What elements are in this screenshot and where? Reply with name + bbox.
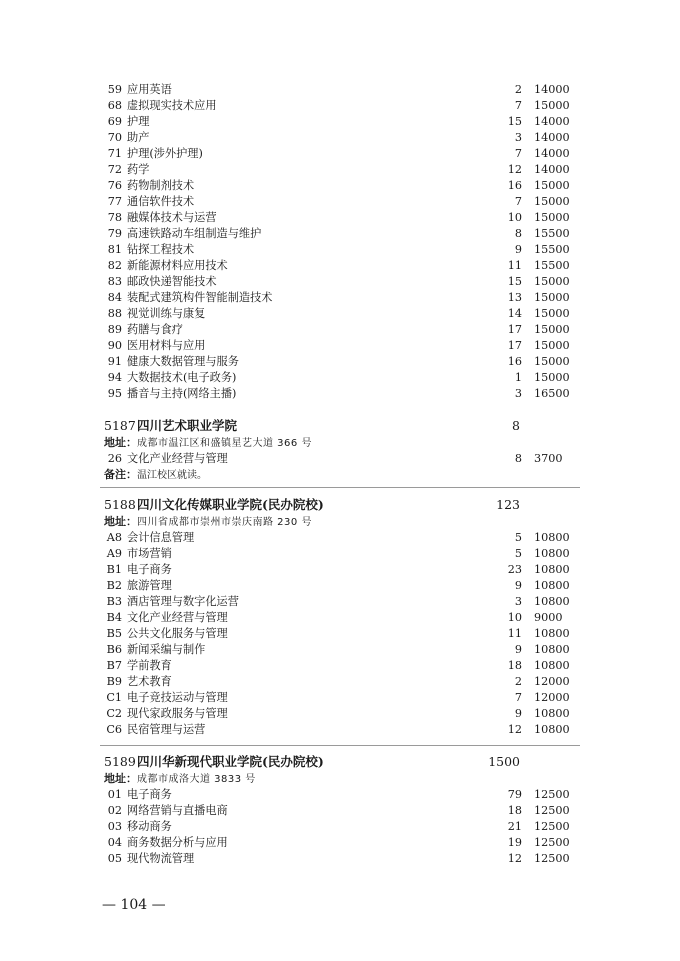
program-name: 助产 [127, 131, 150, 144]
program-row [0, 451, 680, 467]
tuition-fee: 14000 [534, 163, 570, 176]
enrollment-count: 7 [514, 691, 522, 704]
program-name: 电子商务 [127, 563, 172, 576]
program-code: 68 [107, 99, 122, 112]
program-code: 81 [107, 243, 122, 256]
program-row [0, 370, 680, 386]
program-code: B6 [106, 643, 122, 656]
program-row [0, 690, 680, 706]
program-name: 健康大数据管理与服务 [127, 355, 239, 368]
program-name: 邮政快递智能技术 [127, 275, 217, 288]
program-code: 89 [107, 323, 122, 336]
enrollment-count: 5 [514, 531, 522, 544]
enrollment-count: 9 [514, 243, 522, 256]
enrollment-count: 7 [514, 195, 522, 208]
enrollment-count: 12 [507, 852, 522, 865]
enrollment-count: 16 [507, 355, 522, 368]
enrollment-count: 11 [507, 627, 522, 640]
program-row [0, 578, 680, 594]
program-name: 网络营销与直播电商 [127, 804, 228, 817]
program-code: 95 [107, 387, 122, 400]
tuition-fee: 10800 [534, 579, 570, 592]
program-code: 91 [107, 355, 122, 368]
enrollment-count: 3 [514, 131, 522, 144]
program-row [0, 210, 680, 226]
program-row [0, 835, 680, 851]
tuition-fee: 14000 [534, 131, 570, 144]
program-code: C1 [106, 691, 122, 704]
program-code: 84 [107, 291, 122, 304]
school-header-5188 [0, 495, 680, 515]
program-code: 04 [107, 836, 122, 849]
program-name: 旅游管理 [127, 579, 172, 592]
address-text: 成都市成洛大道 3833 号 [137, 774, 256, 785]
school-name: 四川华新现代职业学院(民办院校) [137, 754, 324, 769]
program-row [0, 274, 680, 290]
program-row [0, 787, 680, 803]
enrollment-count: 13 [507, 291, 522, 304]
enrollment-count: 2 [514, 675, 522, 688]
program-name: 移动商务 [127, 820, 172, 833]
program-name: 公共文化服务与管理 [127, 627, 228, 640]
program-name: 药物制剂技术 [127, 179, 195, 192]
program-code: A8 [106, 531, 122, 544]
program-row [0, 290, 680, 306]
enrollment-count: 18 [507, 804, 522, 817]
program-name: 现代物流管理 [127, 852, 195, 865]
program-row [0, 642, 680, 658]
program-row [0, 338, 680, 354]
enrollment-count: 19 [507, 836, 522, 849]
program-name: 视觉训练与康复 [127, 307, 206, 320]
program-code: 71 [107, 147, 122, 160]
school-code: 5187 [104, 418, 136, 433]
program-name: 商务数据分析与应用 [127, 836, 228, 849]
program-row [0, 674, 680, 690]
program-row [0, 386, 680, 402]
program-row [0, 562, 680, 578]
enrollment-count: 14 [507, 307, 522, 320]
tuition-fee: 10800 [534, 595, 570, 608]
program-name: 护理 [127, 115, 150, 128]
enrollment-count: 2 [514, 83, 522, 96]
program-code: B7 [106, 659, 122, 672]
program-name: 新能源材料应用技术 [127, 259, 228, 272]
address-label: 地址： [104, 515, 137, 528]
enrollment-count: 9 [514, 707, 522, 720]
program-row [0, 594, 680, 610]
tuition-fee: 12500 [534, 852, 570, 865]
program-code: B4 [106, 611, 122, 624]
school-header-5189 [0, 752, 680, 772]
tuition-fee: 12500 [534, 804, 570, 817]
section-divider [100, 487, 580, 488]
enrollment-count: 7 [514, 99, 522, 112]
program-code: 03 [107, 820, 122, 833]
program-row [0, 258, 680, 274]
school-name: 四川文化传媒职业学院(民办院校) [137, 497, 324, 512]
program-name: 应用英语 [127, 83, 172, 96]
tuition-fee: 12500 [534, 836, 570, 849]
address-text: 成都市温江区和盛镇星艺大道 366 号 [137, 438, 312, 449]
program-row [0, 114, 680, 130]
school-header-5187 [0, 416, 680, 436]
program-name: 大数据技术(电子政务) [127, 371, 237, 384]
address-text: 四川省成都市崇州市崇庆南路 230 号 [137, 517, 312, 528]
program-row [0, 194, 680, 210]
school-code: 5188 [104, 497, 136, 512]
program-row [0, 851, 680, 867]
school-total: 123 [496, 497, 520, 512]
tuition-fee: 15000 [534, 355, 570, 368]
school-total: 1500 [488, 754, 520, 769]
program-name: 酒店管理与数字化运营 [127, 595, 239, 608]
tuition-fee: 14000 [534, 83, 570, 96]
enrollment-count: 15 [507, 275, 522, 288]
enrollment-count: 1 [514, 371, 522, 384]
program-name: 医用材料与应用 [127, 339, 206, 352]
enrollment-count: 21 [507, 820, 522, 833]
program-code: 82 [107, 259, 122, 272]
program-row [0, 722, 680, 738]
program-name: 融媒体技术与运营 [127, 211, 217, 224]
program-row [0, 803, 680, 819]
program-row [0, 322, 680, 338]
tuition-fee: 12500 [534, 788, 570, 801]
enrollment-count: 12 [507, 723, 522, 736]
tuition-fee: 14000 [534, 115, 570, 128]
school-note-5187 [104, 467, 207, 483]
program-row [0, 546, 680, 562]
program-name: 学前教育 [127, 659, 172, 672]
enrollment-count: 5 [514, 547, 522, 560]
school-address-5188 [104, 514, 312, 530]
program-name: 药学 [127, 163, 150, 176]
tuition-fee: 10800 [534, 547, 570, 560]
program-row [0, 610, 680, 626]
program-code: 72 [107, 163, 122, 176]
tuition-fee: 12000 [534, 675, 570, 688]
program-name: 现代家政服务与管理 [127, 707, 228, 720]
tuition-fee: 12000 [534, 691, 570, 704]
enrollment-count: 10 [507, 211, 522, 224]
program-row [0, 242, 680, 258]
address-label: 地址： [104, 436, 137, 449]
tuition-fee: 15000 [534, 371, 570, 384]
program-name: 钻探工程技术 [127, 243, 195, 256]
program-code: 69 [107, 115, 122, 128]
school-name: 四川艺术职业学院 [137, 418, 238, 433]
program-name: 电子竞技运动与管理 [127, 691, 228, 704]
program-name: 艺术教育 [127, 675, 172, 688]
program-row [0, 306, 680, 322]
enrollment-count: 17 [507, 339, 522, 352]
program-row [0, 706, 680, 722]
program-row [0, 626, 680, 642]
program-name: 市场营销 [127, 547, 172, 560]
program-code: 26 [107, 452, 122, 465]
program-code: 02 [107, 804, 122, 817]
enrollment-count: 8 [514, 227, 522, 240]
program-code: 88 [107, 307, 122, 320]
tuition-fee: 15000 [534, 339, 570, 352]
program-row [0, 178, 680, 194]
program-name: 电子商务 [127, 788, 172, 801]
program-code: B3 [106, 595, 122, 608]
enrollment-count: 3 [514, 595, 522, 608]
tuition-fee: 15500 [534, 227, 570, 240]
program-row [0, 530, 680, 546]
enrollment-count: 3 [514, 387, 522, 400]
program-code: 78 [107, 211, 122, 224]
tuition-fee: 9000 [534, 611, 563, 624]
program-row [0, 819, 680, 835]
tuition-fee: 12500 [534, 820, 570, 833]
tuition-fee: 10800 [534, 627, 570, 640]
program-code: B2 [106, 579, 122, 592]
page-number: — 104 — [102, 897, 166, 913]
enrollment-count: 10 [507, 611, 522, 624]
enrollment-count: 9 [514, 643, 522, 656]
program-code: A9 [106, 547, 122, 560]
program-code: 59 [107, 83, 122, 96]
program-row [0, 82, 680, 98]
program-row [0, 354, 680, 370]
program-code: C6 [106, 723, 122, 736]
tuition-fee: 15500 [534, 259, 570, 272]
tuition-fee: 15000 [534, 275, 570, 288]
program-code: 94 [107, 371, 122, 384]
program-name: 虚拟现实技术应用 [127, 99, 217, 112]
enrollment-count: 15 [507, 115, 522, 128]
enrollment-count: 8 [514, 452, 522, 465]
program-name: 护理(涉外护理) [127, 147, 203, 160]
program-code: 83 [107, 275, 122, 288]
program-code: 01 [107, 788, 122, 801]
program-name: 高速铁路动车组制造与维护 [127, 227, 262, 240]
school-address-5189 [104, 771, 256, 787]
school-total: 8 [512, 418, 520, 433]
section-divider [100, 745, 580, 746]
program-name: 文化产业经营与管理 [127, 452, 228, 465]
program-name: 文化产业经营与管理 [127, 611, 228, 624]
program-code: 79 [107, 227, 122, 240]
program-row [0, 146, 680, 162]
tuition-fee: 16500 [534, 387, 570, 400]
program-name: 通信软件技术 [127, 195, 195, 208]
program-row [0, 130, 680, 146]
enrollment-count: 18 [507, 659, 522, 672]
program-code: B9 [106, 675, 122, 688]
program-code: B5 [106, 627, 122, 640]
enrollment-count: 12 [507, 163, 522, 176]
tuition-fee: 15000 [534, 195, 570, 208]
enrollment-count: 11 [507, 259, 522, 272]
tuition-fee: 10800 [534, 563, 570, 576]
tuition-fee: 10800 [534, 531, 570, 544]
enrollment-count: 23 [507, 563, 522, 576]
tuition-fee: 15500 [534, 243, 570, 256]
program-name: 药膳与食疗 [127, 323, 183, 336]
tuition-fee: 15000 [534, 291, 570, 304]
tuition-fee: 15000 [534, 323, 570, 336]
tuition-fee: 3700 [534, 452, 563, 465]
tuition-fee: 10800 [534, 707, 570, 720]
program-name: 会计信息管理 [127, 531, 195, 544]
school-code: 5189 [104, 754, 136, 769]
enrollment-count: 7 [514, 147, 522, 160]
program-name: 民宿管理与运营 [127, 723, 206, 736]
tuition-fee: 10800 [534, 723, 570, 736]
tuition-fee: 10800 [534, 643, 570, 656]
tuition-fee: 15000 [534, 211, 570, 224]
program-code: 05 [107, 852, 122, 865]
program-code: 77 [107, 195, 122, 208]
enrollment-count: 9 [514, 579, 522, 592]
note-text: 温江校区就读。 [137, 470, 207, 481]
program-row [0, 162, 680, 178]
tuition-fee: 15000 [534, 307, 570, 320]
enrollment-count: 79 [507, 788, 522, 801]
address-label: 地址： [104, 772, 137, 785]
program-code: B1 [106, 563, 122, 576]
tuition-fee: 15000 [534, 179, 570, 192]
program-row [0, 658, 680, 674]
enrollment-count: 17 [507, 323, 522, 336]
tuition-fee: 14000 [534, 147, 570, 160]
program-name: 播音与主持(网络主播) [127, 387, 237, 400]
program-code: 76 [107, 179, 122, 192]
program-code: 90 [107, 339, 122, 352]
note-label: 备注： [104, 468, 137, 481]
tuition-fee: 10800 [534, 659, 570, 672]
tuition-fee: 15000 [534, 99, 570, 112]
program-name: 新闻采编与制作 [127, 643, 206, 656]
program-row [0, 98, 680, 114]
enrollment-count: 16 [507, 179, 522, 192]
program-code: C2 [106, 707, 122, 720]
program-row [0, 226, 680, 242]
program-code: 70 [107, 131, 122, 144]
school-address-5187 [104, 435, 312, 451]
program-name: 装配式建筑构件智能制造技术 [127, 291, 273, 304]
